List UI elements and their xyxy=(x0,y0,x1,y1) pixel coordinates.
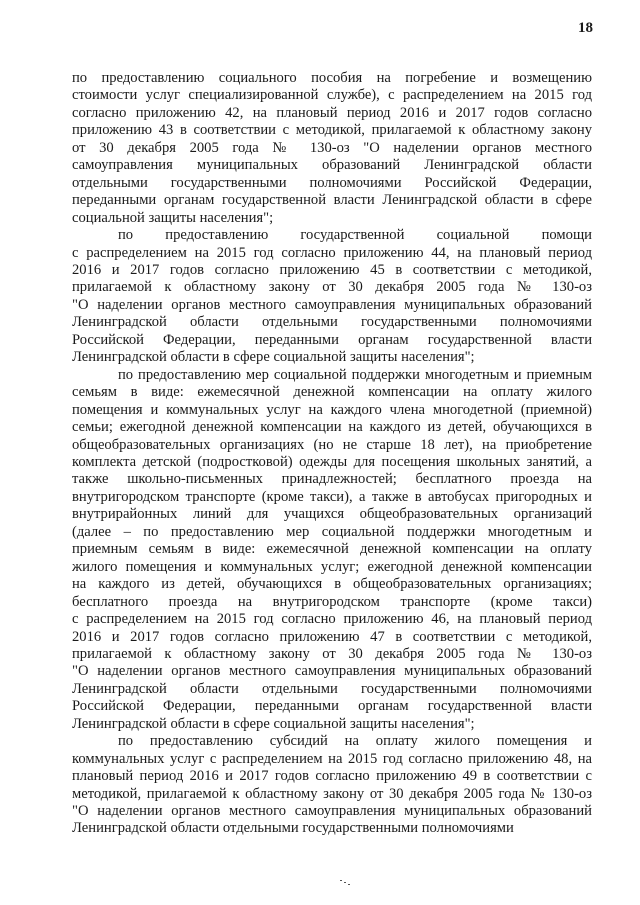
text-line: прилагаемой к областному закону от 30 декабря 2005 года № 130-оз xyxy=(72,645,592,662)
text-line: отдельными государственными полномочиями Российской Федерации, xyxy=(72,174,592,191)
document-body xyxy=(72,70,592,838)
text-line: по предоставлению государственной социальной помощи xyxy=(118,227,592,244)
page-number: 18 xyxy=(578,20,593,36)
text-line: Ленинградской области отдельными государственными полномочиями xyxy=(72,680,592,697)
text-line: жилого помещения и коммунальных услуг; ежегодной денежной компенсации xyxy=(72,558,592,575)
text-line: комплекта детской (подростковой) одежды для посещения школьных занятий, а xyxy=(72,453,592,470)
text-line: коммунальных услуг с распределением на 2015 год согласно приложению 48, на xyxy=(72,750,592,767)
text-line: по предоставлению мер социальной поддержки многодетным и приемным xyxy=(118,366,592,383)
paragraph xyxy=(72,733,592,838)
paragraph xyxy=(72,367,592,734)
text-line: общеобразовательных организациях (но не старше 18 лет), на приобретение xyxy=(72,436,592,453)
text-line: семьям в виде: ежемесячной денежной компенсации на оплату жилого xyxy=(72,384,592,401)
text-line: "О наделении органов местного самоуправления муниципальных образований xyxy=(72,296,592,313)
text-line: также школьно-письменных принадлежностей; бесплатного проезда на xyxy=(72,471,592,488)
text-line: от 30 декабря 2005 года № 130-оз "О наделении органов местного xyxy=(72,139,592,156)
text-line: Ленинградской области отдельными государственными полномочиями xyxy=(72,820,514,837)
text-line: прилагаемой к областному закону от 30 декабря 2005 года № 130-оз xyxy=(72,279,592,296)
text-line: на каждого из детей, обучающихся в общеобразовательных организациях; xyxy=(72,576,592,593)
text-line: стоимости услуг специализированной службе), с распределением на 2015 год xyxy=(72,87,592,104)
text-line: самоуправления муниципальных образований Ленинградской области xyxy=(72,157,592,174)
text-line: внутрирайонных линий для учащихся общеобразовательных организаций xyxy=(72,506,592,523)
text-line: социальной защиты населения"; xyxy=(72,209,274,226)
text-line: Российской Федерации, переданными органам государственной власти xyxy=(72,698,592,715)
text-line: по предоставлению социального пособия на погребение и возмещению xyxy=(72,70,592,86)
text-line: плановый период 2016 и 2017 годов согласно приложению 49 в соответствии с xyxy=(72,768,592,785)
text-line: Ленинградской области в сфере социальной защиты населения"; xyxy=(72,349,475,366)
text-line: семьи; ежегодной денежной компенсации на каждого из детей, обучающихся в xyxy=(72,419,592,436)
text-line: с распределением на 2015 год согласно приложению 46, на плановый период xyxy=(72,611,592,628)
text-line: Ленинградской области отдельными государственными полномочиями xyxy=(72,314,592,331)
text-line: "О наделении органов местного самоуправления муниципальных образований xyxy=(72,803,592,820)
paragraph xyxy=(72,70,592,227)
text-line: с распределением на 2015 год согласно приложению 44, на плановый период xyxy=(72,244,592,261)
text-line: Российской Федерации, переданными органам государственной власти xyxy=(72,331,592,348)
text-line: (далее – по предоставлению мер социальной поддержки многодетным и xyxy=(72,523,592,540)
text-line: приложению 43 в соответствии с методикой, прилагаемой к областному закону xyxy=(72,122,592,139)
text-line: 2016 и 2017 годов согласно приложению 45 в соответствии с методикой, xyxy=(72,261,592,278)
text-line: переданными органам государственной власти Ленинградской области в сфере xyxy=(72,192,592,209)
text-line: помещения и коммунальных услуг на каждого члена многодетной (приемной) xyxy=(72,401,592,418)
text-line: методикой, прилагаемой к областному закону от 30 декабря 2005 года № 130-оз xyxy=(72,785,592,802)
text-line: бесплатного проезда на внутригородском транспорте (кроме такси) xyxy=(72,593,592,610)
text-line: по предоставлению субсидий на оплату жилого помещения и xyxy=(118,733,592,750)
text-line: согласно приложению 42, на плановый период 2016 и 2017 годов согласно xyxy=(72,104,592,121)
scan-artifact xyxy=(340,880,352,886)
text-line: приемным семьям в виде: ежемесячной денежной компенсации на оплату xyxy=(72,541,592,558)
text-line: 2016 и 2017 годов согласно приложению 47 в соответствии с методикой, xyxy=(72,628,592,645)
text-line: внутригородском транспорте (кроме такси), а также в автобусах пригородных и xyxy=(72,488,592,505)
text-line: Ленинградской области в сфере социальной защиты населения"; xyxy=(72,715,475,732)
text-line: "О наделении органов местного самоуправления муниципальных образований xyxy=(72,663,592,680)
paragraph xyxy=(72,227,592,367)
